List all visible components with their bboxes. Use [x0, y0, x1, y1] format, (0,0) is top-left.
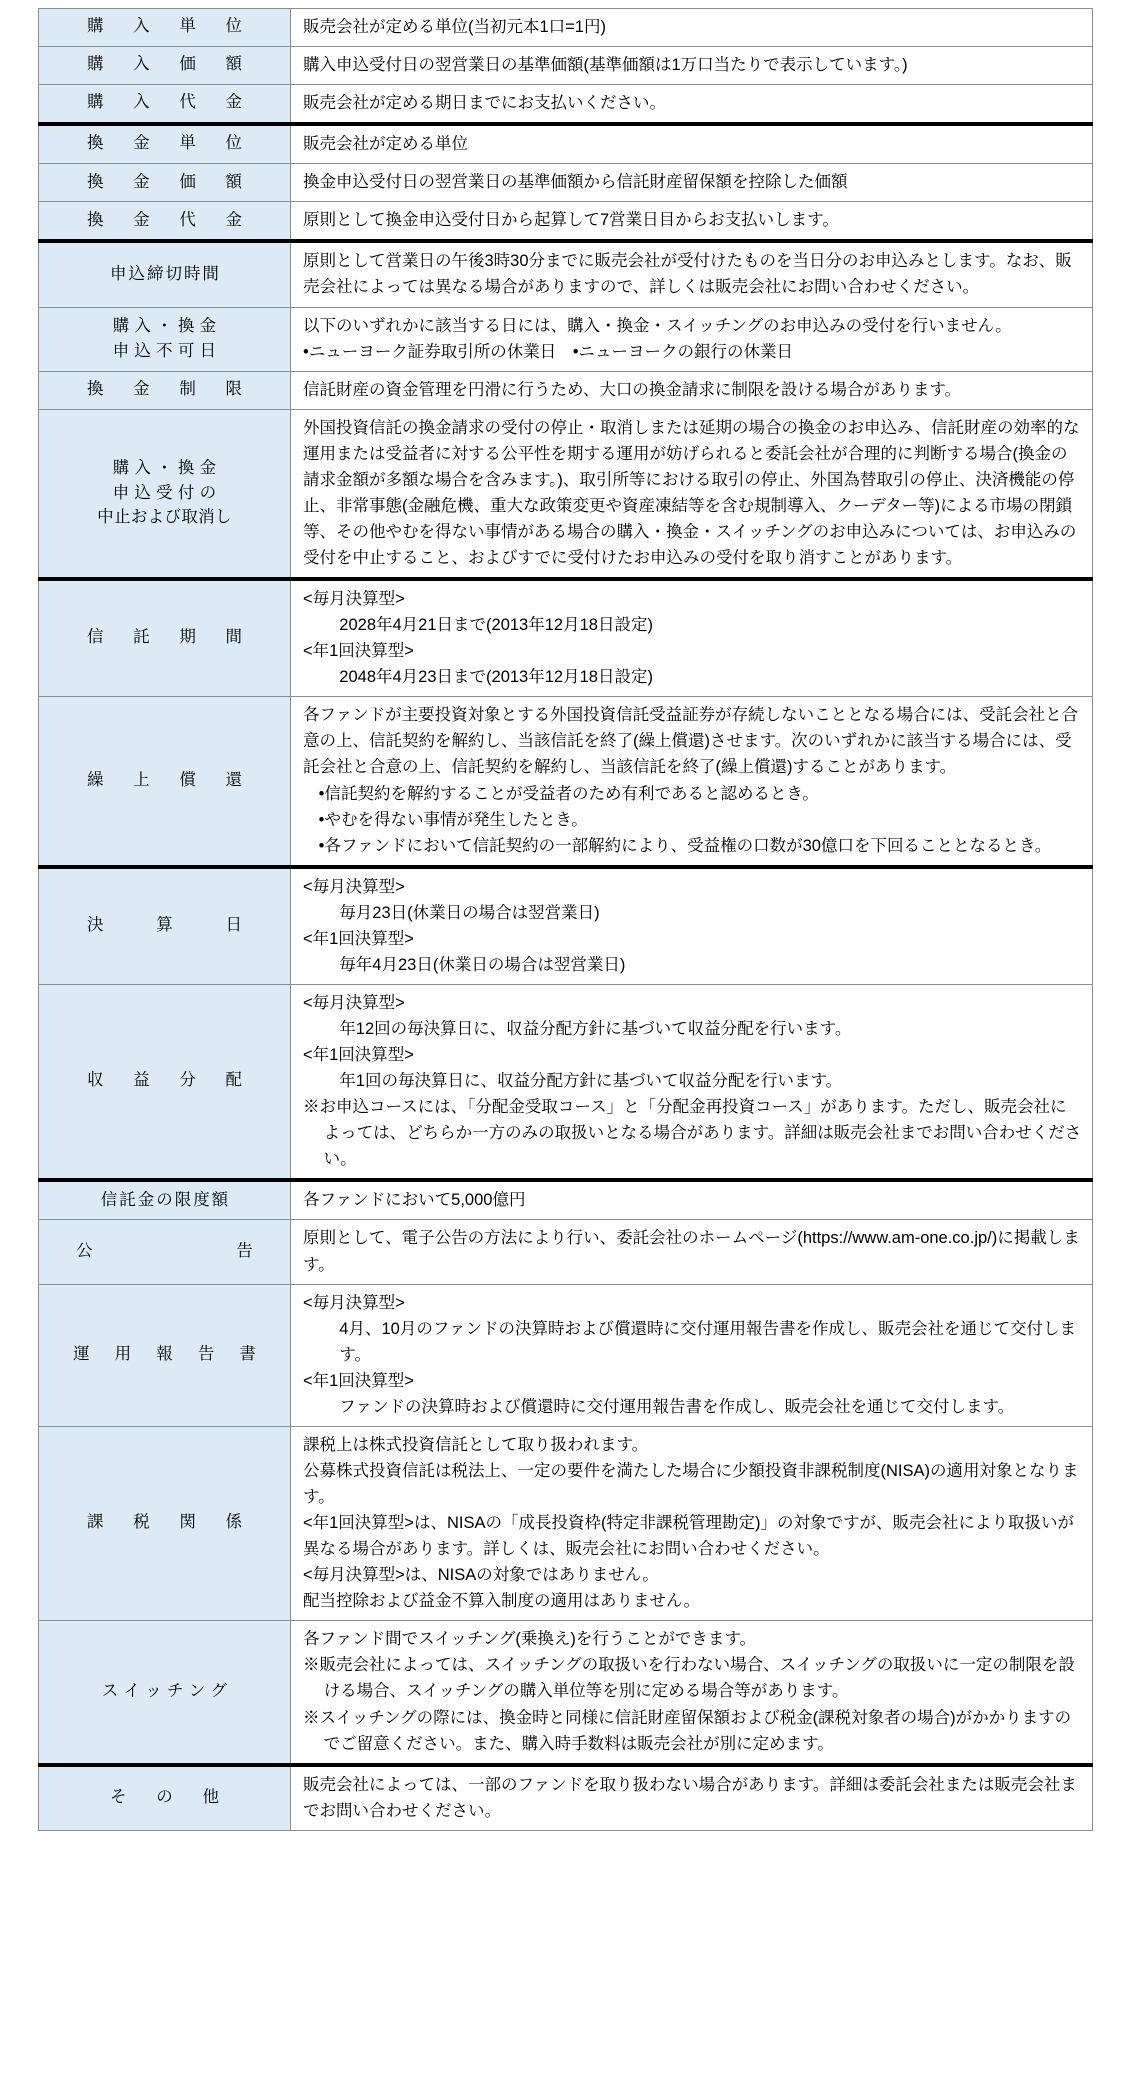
row-value-line: 販売会社によっては、一部のファンドを取り扱わない場合があります。詳細は委託会社または販売会社までお問い合わせください。 — [303, 1775, 1077, 1820]
table-body — [39, 9, 1093, 1831]
row-label-line: 申 込 不 可 日 — [112, 341, 217, 360]
row-label-line: 繰 上 償 還 — [86, 770, 249, 789]
row-value — [291, 1765, 1093, 1831]
row-value-line: 原則として換金申込受付日から起算して7営業日目からお支払いします。 — [303, 211, 839, 230]
table-row — [39, 202, 1093, 242]
row-value-line: 各ファンドが主要投資対象とする外国投資信託受益証券が存続しないこととなる場合には、受託会社と合意の上、信託契約を解約し、当該信託を終了(繰上償還)させます。次のいずれかに該当する場合には、受託会社と合意の上、信託契約を解約し、当該信託を終了(繰上償還)することがあります。 — [303, 706, 1079, 777]
table-row — [39, 1621, 1093, 1765]
row-label — [39, 241, 291, 307]
row-value — [291, 241, 1093, 307]
row-value-line: <年1回決算型> — [303, 642, 414, 661]
row-label-line: 公 告 — [76, 1241, 264, 1260]
row-value-line: 換金申込受付日の翌営業日の基準価額から信託財産留保額を控除した価額 — [303, 173, 848, 192]
row-value-line: <毎月決算型> — [303, 590, 405, 609]
row-label — [39, 579, 291, 697]
table-row — [39, 164, 1093, 202]
row-value-line: 販売会社が定める期日までにお支払いください。 — [303, 94, 666, 113]
row-value-line: 毎年4月23日(休業日の場合は翌営業日) — [339, 955, 626, 974]
row-value-line: <毎月決算型> — [303, 1293, 405, 1312]
table-row — [39, 579, 1093, 697]
row-value-line: 信託財産の資金管理を円滑に行うため、大口の換金請求に制限を設ける場合があります。 — [303, 380, 962, 399]
row-value-line: <毎月決算型>は、NISAの対象ではありません。 — [303, 1566, 659, 1585]
row-label — [39, 1765, 291, 1831]
row-label-line: 購 入 代 金 — [86, 93, 249, 112]
table-row — [39, 1426, 1093, 1620]
row-value — [291, 1426, 1093, 1620]
row-label-line: 換 金 代 金 — [86, 210, 249, 229]
table-row — [39, 9, 1093, 47]
row-label-line: 中止および取消し — [97, 508, 232, 527]
row-label — [39, 124, 291, 164]
table-row — [39, 1220, 1093, 1284]
row-value-line: 年1回の毎決算日に、収益分配方針に基づいて収益分配を行います。 — [339, 1072, 843, 1091]
row-value — [291, 124, 1093, 164]
row-value-line: 各ファンド間でスイッチング(乗換え)を行うことができます。 — [303, 1630, 757, 1649]
row-value-line: 以下のいずれかに該当する日には、購入・換金・スイッチングのお申込みの受付を行いません。 — [303, 316, 1012, 335]
row-value-line: •信託契約を解約することが受益者のため有利であると認めるとき。 — [318, 784, 819, 803]
row-label — [39, 1621, 291, 1765]
table-row — [39, 241, 1093, 307]
row-label-line: 決 算 日 — [86, 916, 249, 935]
row-label-line: 申込締切時間 — [110, 264, 221, 283]
row-label — [39, 697, 291, 867]
row-value — [291, 1621, 1093, 1765]
table-row — [39, 1765, 1093, 1831]
row-value-line: <年1回決算型>は、NISAの「成長投資枠(特定非課税管理勘定)」の対象ですが、販売会社により取扱いが異なる場合があります。詳しくは、販売会社にお問い合わせください。 — [303, 1514, 1074, 1559]
row-value-line: 原則として、電子公告の方法により行い、委託会社のホームページ(https://www.am-one.co.jp/)に掲載します。 — [303, 1229, 1080, 1274]
row-label-line: 課 税 関 係 — [86, 1513, 249, 1532]
row-label — [39, 1426, 291, 1620]
row-value-line: 年12回の毎決算日に、収益分配方針に基づいて収益分配を行います。 — [339, 1020, 852, 1038]
row-label-line: そ の 他 — [110, 1787, 226, 1806]
row-label — [39, 1180, 291, 1220]
row-label-line: 申 込 受 付 の — [112, 483, 217, 502]
row-value-line: 購入申込受付日の翌営業日の基準価額(基準価額は1万口当たりで表示しています。) — [303, 56, 908, 75]
row-label-line: 換 金 制 限 — [86, 379, 249, 398]
row-value-line: ※販売会社によっては、スイッチングの取扱いを行わない場合、スイッチングの取扱いに一定の制限を設ける場合、スイッチングの購入単位等を別に定める場合等があります。 — [303, 1656, 1075, 1701]
table-row — [39, 1180, 1093, 1220]
table-row — [39, 307, 1093, 371]
row-value — [291, 307, 1093, 371]
row-value — [291, 984, 1093, 1180]
row-value — [291, 1180, 1093, 1220]
row-label — [39, 47, 291, 85]
row-value — [291, 1284, 1093, 1426]
row-label-line: 換 金 単 位 — [86, 134, 249, 153]
row-value-line: <年1回決算型> — [303, 1371, 414, 1390]
row-value-line: 4月、10月のファンドの決算時および償還時に交付運用報告書を作成し、販売会社を通じて交付します。 — [339, 1319, 1076, 1364]
row-label — [39, 409, 291, 579]
row-value-line: ※お申込コースには、「分配金受取コース」と「分配金再投資コース」があります。ただし、販売会社によっては、どちらか一方のみの取扱いとなる場合があります。詳細は販売会社までお問い合わせください。 — [303, 1098, 1082, 1169]
row-label-line: 収 益 分 配 — [86, 1071, 249, 1090]
row-value — [291, 579, 1093, 697]
row-label-line: ス イ ッ チ ン グ — [101, 1681, 228, 1700]
table-row — [39, 124, 1093, 164]
row-value-line: <毎月決算型> — [303, 877, 405, 896]
row-value-line: <年1回決算型> — [303, 1046, 414, 1065]
row-value-line: •やむを得ない事情が発生したとき。 — [318, 810, 588, 829]
row-value-line: •各ファンドにおいて信託契約の一部解約により、受益権の口数が30億口を下回ることとなるとき。 — [318, 836, 1052, 855]
row-value-line: <年1回決算型> — [303, 929, 414, 948]
table-row — [39, 1284, 1093, 1426]
table-row — [39, 85, 1093, 125]
row-label — [39, 85, 291, 125]
row-value — [291, 371, 1093, 409]
row-label — [39, 984, 291, 1180]
row-value-line: 販売会社が定める単位 — [303, 135, 468, 154]
row-value-line: 公募株式投資信託は税法上、一定の要件を満たした場合に少額投資非課税制度(NISA)の適用対象となります。 — [303, 1461, 1079, 1506]
row-label — [39, 1220, 291, 1284]
table-row — [39, 47, 1093, 85]
row-value — [291, 697, 1093, 867]
row-value-line: 毎月23日(休業日の場合は翌営業日) — [339, 903, 600, 922]
table-row — [39, 409, 1093, 579]
row-value-line: 2048年4月23日まで(2013年12月18日設定) — [339, 668, 653, 687]
row-value — [291, 1220, 1093, 1284]
row-value-line: •ニューヨーク証券取引所の休業日 •ニューヨークの銀行の休業日 — [303, 342, 794, 361]
row-label — [39, 1284, 291, 1426]
row-label-line: 運 用 報 告 書 — [73, 1344, 261, 1363]
row-label — [39, 307, 291, 371]
row-value-line: ファンドの決算時および償還時に交付運用報告書を作成し、販売会社を通じて交付します。 — [339, 1397, 1015, 1416]
row-value-line: 販売会社が定める単位(当初元本1口=1円) — [303, 18, 606, 36]
table-row — [39, 984, 1093, 1180]
row-value — [291, 164, 1093, 202]
row-value — [291, 9, 1093, 47]
row-value — [291, 47, 1093, 85]
row-value-line: <毎月決算型> — [303, 993, 405, 1012]
row-label — [39, 9, 291, 47]
row-label — [39, 867, 291, 985]
row-value-line: 原則として営業日の午後3時30分までに販売会社が受付けたものを当日分のお申込みとします。なお、販売会社によっては異なる場合がありますので、詳しくは販売会社にお問い合わせください。 — [303, 252, 1072, 297]
row-label-line: 換 金 価 額 — [86, 172, 249, 191]
row-value-line: ※スイッチングの際には、換金時と同様に信託財産留保額および税金(課税対象者の場合)がかかりますのでご留意ください。また、購入時手数料は販売会社が別に定めます。 — [303, 1708, 1072, 1753]
table-row — [39, 371, 1093, 409]
row-value-line: 外国投資信託の換金請求の受付の停止・取消しまたは延期の場合の換金のお申込み、信託財産の効率的な運用または受益者に対する公平性を期する運用が妨げられると委託会社が合理的に判断する場合(換金の請求金額が多額な場合を含みます。)、取引所等における取引の停止、外国為替取引の停止、決済機能の停止、非常事態(金融危機、重大な政策変更や資産凍結等を含む規制導入、クーデター等)による市場の閉鎖等、その他やむを得ない事情がある場合の購入・換金・スイッチングのお申込みについては、お申込みの受付を中止すること、およびすでに受付けたお申込みの受付を取り消すことがあります。 — [303, 418, 1080, 567]
row-label-line: 信託金の限度額 — [100, 1190, 231, 1209]
row-label-line: 購 入 ・ 換 金 — [112, 458, 217, 477]
row-label — [39, 371, 291, 409]
row-value — [291, 85, 1093, 125]
row-value — [291, 202, 1093, 242]
row-value-line: 配当控除および益金不算入制度の適用はありません。 — [303, 1592, 700, 1611]
table-row — [39, 867, 1093, 985]
row-label — [39, 164, 291, 202]
row-value-line: 各ファンドにおいて5,000億円 — [303, 1191, 526, 1210]
row-value — [291, 867, 1093, 985]
row-value — [291, 409, 1093, 579]
row-label-line: 購 入 単 位 — [86, 17, 249, 36]
table-row — [39, 697, 1093, 867]
row-label-line: 信 託 期 間 — [86, 628, 249, 647]
fund-outline-table — [38, 8, 1093, 1831]
row-value-line: 2028年4月21日まで(2013年12月18日設定) — [339, 616, 653, 635]
row-label-line: 購 入 ・ 換 金 — [112, 316, 217, 335]
row-value-line: 課税上は株式投資信託として取り扱われます。 — [303, 1435, 649, 1454]
row-label — [39, 202, 291, 242]
row-label-line: 購 入 価 額 — [86, 55, 249, 74]
